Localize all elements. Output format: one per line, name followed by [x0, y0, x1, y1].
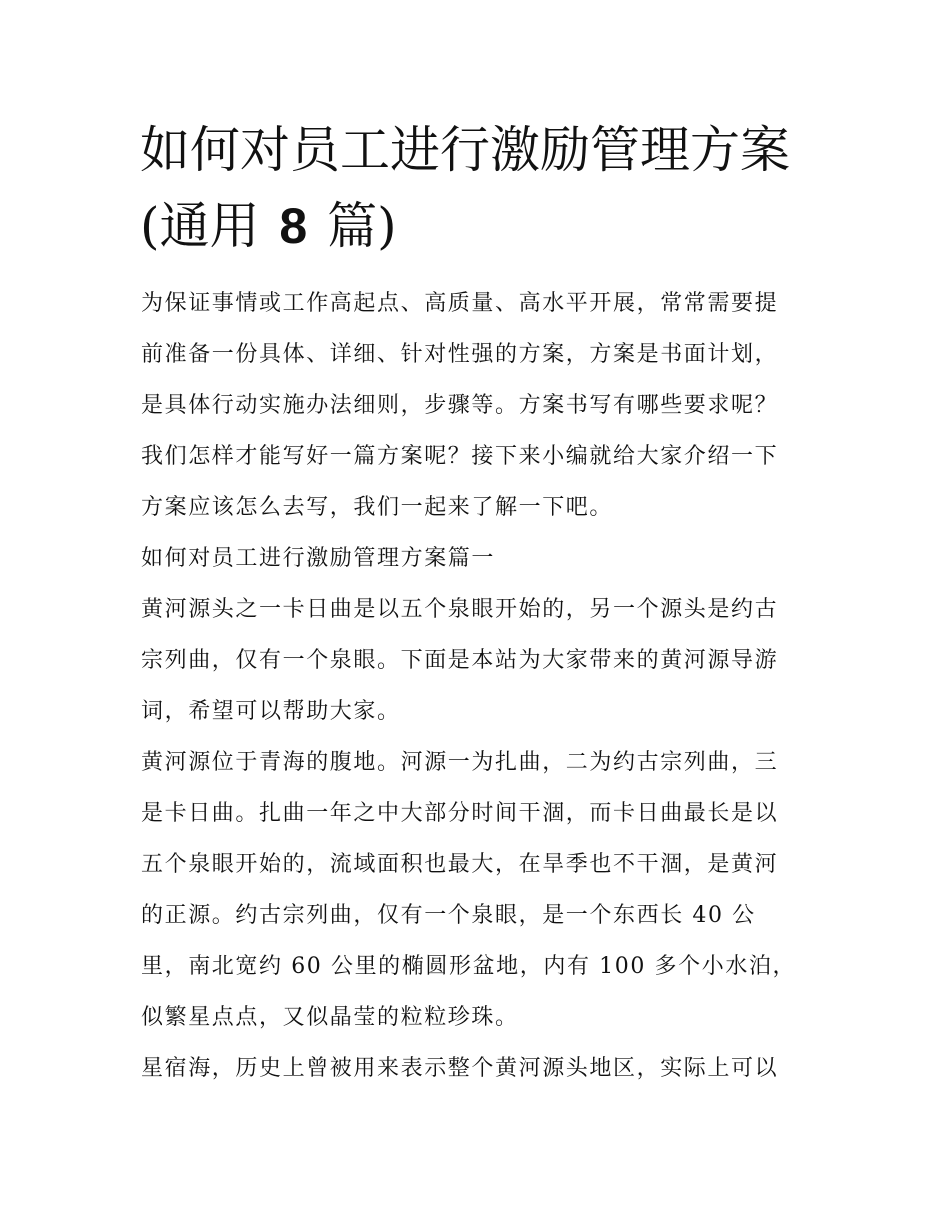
text-line: 星宿海，历史上曾被用来表示整个黄河源头地区，实际上可以 — [141, 1056, 779, 1081]
text-line: 宗列曲，仅有一个泉眼。下面是本站为大家带来的黄河源导游 — [141, 648, 779, 673]
text-line: 是具体行动实施办法细则，步骤等。方案书写有哪些要求呢？ — [141, 393, 779, 418]
text-line: 为保证事情或工作高起点、高质量、高水平开展，常常需要提 — [141, 291, 779, 316]
body-paragraph — [141, 737, 813, 1043]
text-line: 黄河源头之一卡日曲是以五个泉眼开始的，另一个源头是约古 — [141, 597, 779, 622]
body-paragraph — [141, 1043, 813, 1094]
document-body — [141, 278, 813, 1094]
text-line: 的正源。约古宗列曲，仅有一个泉眼，是一个东西长 40 公 — [141, 903, 756, 928]
text-line: 我们怎样才能写好一篇方案呢？接下来小编就给大家介绍一下 — [141, 444, 779, 469]
text-line: 里，南北宽约 60 公里的椭圆形盆地，内有 100 多个小水泊， — [141, 954, 797, 979]
text-line: 方案应该怎么去写，我们一起来了解一下吧。 — [141, 495, 614, 520]
title-line-2 — [140, 188, 830, 264]
text-line: 黄河源位于青海的腹地。河源一为扎曲，二为约古宗列曲，三 — [141, 750, 779, 775]
text-line: 是卡日曲。扎曲一年之中大部分时间干涸，而卡日曲最长是以 — [141, 801, 779, 826]
text-line: 前准备一份具体、详细、针对性强的方案，方案是书面计划， — [141, 342, 779, 367]
document-title — [140, 112, 830, 264]
text-line: 词，希望可以帮助大家。 — [141, 699, 401, 724]
text-line: 如何对员工进行激励管理方案篇一 — [141, 546, 496, 571]
section-heading — [141, 533, 813, 584]
title-prefix: (通用 — [140, 197, 276, 255]
title-number: 8 — [279, 198, 308, 254]
intro-paragraph — [141, 278, 813, 533]
text-line: 似繁星点点，又似晶莹的粒粒珍珠。 — [141, 1005, 519, 1030]
text-line: 五个泉眼开始的，流域面积也最大，在旱季也不干涸，是黄河 — [141, 852, 779, 877]
title-line-1: 如何对员工进行激励管理方案 — [140, 121, 790, 179]
title-suffix: 篇) — [311, 197, 397, 255]
body-paragraph — [141, 584, 813, 737]
